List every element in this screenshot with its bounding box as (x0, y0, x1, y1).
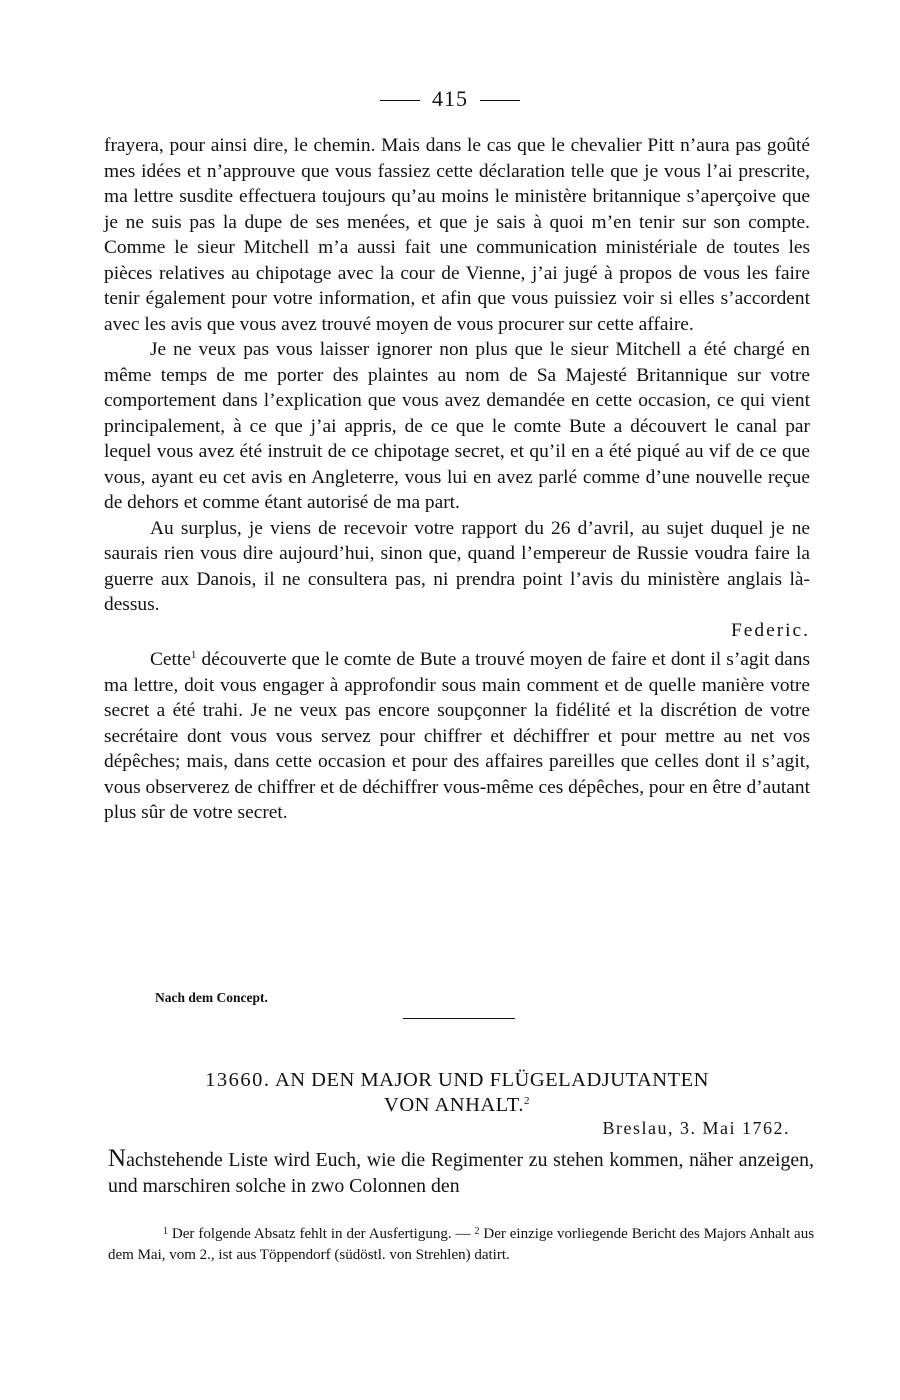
footnote-2: Der einzige vorliegende Bericht des Majors Anhalt aus dem Mai, vom 2., ist aus Töppendorf (südöstl. von Strehlen) datirt. (108, 1226, 815, 1263)
signature: Federic. (731, 619, 810, 641)
header-dash-left (380, 100, 420, 101)
footnote-mark-2: 2 (474, 1226, 480, 1237)
heading-line-1 (104, 1068, 810, 1093)
section-divider (403, 1018, 515, 1019)
footnote-1: Der folgende Absatz fehlt in der Ausfertigung. (171, 1226, 452, 1242)
heading-line-2 (104, 1093, 810, 1118)
page-header (0, 86, 900, 112)
letter-body (108, 1146, 814, 1199)
footnotes (108, 1222, 814, 1265)
page-number: 415 (432, 86, 468, 111)
footnote-ref-2: 2 (523, 1095, 530, 1107)
letter-heading (104, 1068, 810, 1118)
paragraph-mitchell-complaints: Je ne veux pas vous laisser ignorer non plus que le sieur Mitchell a été chargé en même temps de me porter des plaintes au nom de Sa Majesté Britannique sur votre comportement dans l’explication que vous avez demandée en cette occasion, ce qui vient principalement, à ce que j’ai appris, de ce que le comte Bute a découvert le canal par lequel vous avez été instruit de ce chipotage secret, et qu’il en a été piqué au vif de ce que vous, ayant eu cet avis en Angleterre, vous lui en avez parlé comme d’une nouvelle reçue de dehors et comme étant autorisé de ma part. (104, 339, 810, 513)
main-text (104, 133, 810, 826)
source-note: Nach dem Concept. (155, 990, 268, 1005)
paragraph-postscript (104, 647, 810, 826)
heading-title-1: AN DEN MAJOR UND FLÜGELADJUTANTEN (274, 1069, 709, 1091)
header-dash-right (480, 100, 520, 101)
footnote-ref-1: 1 (190, 649, 197, 661)
paragraph-continuation: frayera, pour ainsi dire, le chemin. Mais dans le cas que le chevalier Pitt n’aura pas goûté mes idées et n’approuve que vous fassiez cette déclaration telle que je vous l’ai prescrite, ma lettre susdite effectuera toujours qu’au moins le ministère britannique s’aperçoive que je ne suis pas la dupe de ses menées, et que je sais à quoi m’en tenir sur son compte. Comme le sieur Mitchell m’a aussi fait une communication ministériale de toutes les pièces relatives au chipotage avec la cour de Vienne, j’ai jugé à propos de vous les faire tenir également pour votre information, et afin que vous puissiez voir si elles s’accordent avec les avis que vous avez trouvé moyen de vous procurer sur cette affaire. (104, 135, 810, 335)
paragraph-russia-report: Au surplus, je viens de recevoir votre rapport du 26 d’avril, au sujet duquel je ne saurais rien vous dire aujourd’hui, sinon que, quand l’empereur de Russie voudra faire la guerre aux Danois, il ne consultera pas, ni prendra point l’avis du ministère anglais là-dessus. (104, 517, 810, 615)
footnote-block (108, 1222, 814, 1265)
postscript-rest: découverte que le comte de Bute a trouvé moyen de faire et dont il s’agit dans ma lettre, doit vous engager à approfondir sous main comment et de quelle manière votre secret a été trahi. Je ne veux pas encore soupçonner la fidélité et la discrétion de votre secrétaire dont vous vous servez pour chiffrer et déchiffrer et pour mettre au net vos dépêches; mais, dans cette occasion et pour des affaires pareilles que celles dont il s’agit, vous observerez de chiffrer et de déchiffrer vous-même ces dépêches, pour en être d’autant plus sûr de votre secret. (104, 649, 810, 823)
postscript-start: Cette (150, 649, 191, 670)
heading-title-2: VON ANHALT. (384, 1094, 524, 1116)
place-date: Breslau, 3. Mai 1762. (602, 1118, 790, 1138)
footnote-mark-1: 1 (163, 1226, 168, 1237)
footnote-separator: — (455, 1226, 471, 1242)
letter-paragraph (108, 1146, 814, 1199)
letter-text: achstehende Liste wird Euch, wie die Regimenter zu stehen kommen, näher anzeigen, und marschiren solche in zwo Colonnen den (108, 1149, 814, 1197)
letter-initial: N (108, 1145, 127, 1172)
letter-number: 13660. (205, 1069, 271, 1091)
